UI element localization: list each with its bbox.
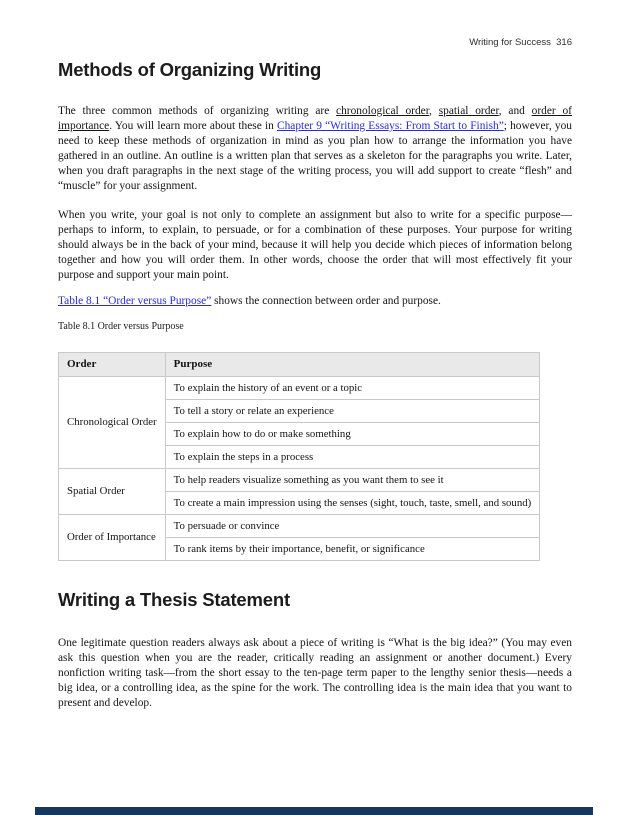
table-row	[59, 377, 540, 400]
order-cell-importance: Order of Importance	[59, 515, 166, 561]
paragraph-text: . You will learn more about these in	[109, 120, 277, 132]
purpose-cell: To explain the history of an event or a topic	[165, 377, 540, 400]
paragraph-text: shows the connection between order and purpose.	[211, 295, 441, 307]
purpose-cell: To create a main impression using the senses (sight, touch, taste, smell, and sound)	[165, 492, 540, 515]
term-spatial-order: spatial order	[438, 105, 499, 117]
table-row	[59, 469, 540, 492]
table-8-1-link[interactable]: Table 8.1 “Order versus Purpose”	[58, 295, 212, 307]
paragraph-text: ; however, you need to keep these methods of organization in mind as you plan how to arrange the information you have gathered in an outline. An outline is a written plan that serves as a skeleton for the paragraphs you write. Later, when you draft paragraphs in the next stage of the writing process, you will add support to create “flesh” and “muscle” for your assignment.	[58, 120, 572, 192]
term-order-of-importance: order of importance	[58, 105, 572, 132]
purpose-cell: To rank items by their importance, benefit, or significance	[165, 538, 540, 561]
chapter-9-link[interactable]: Chapter 9 “Writing Essays: From Start to Finish”	[277, 120, 504, 132]
paragraph-text: ,	[429, 105, 439, 117]
purpose-cell: To explain the steps in a process	[165, 446, 540, 469]
paragraph-organizing-methods	[58, 104, 572, 194]
column-header-order: Order	[59, 353, 166, 377]
order-versus-purpose-table	[58, 352, 540, 561]
table-caption: Table 8.1 Order versus Purpose	[58, 321, 184, 332]
purpose-cell: To help readers visualize something as you want them to see it	[165, 469, 540, 492]
next-page-top-banner	[35, 807, 593, 815]
purpose-cell: To tell a story or relate an experience	[165, 400, 540, 423]
paragraph-text: , and	[498, 105, 532, 117]
column-header-purpose: Purpose	[165, 353, 540, 377]
order-cell-chronological: Chronological Order	[59, 377, 166, 469]
term-chronological-order: chronological order	[336, 105, 430, 117]
paragraph-thesis-big-idea: One legitimate question readers always ask about a piece of writing is “What is the big idea?” (You may even ask this question when you are the reader, critically reading an assignment or another document.) Every nonfiction writing task—from the short essay to the ten-page term paper to the lengthy senior thesis—needs a big idea, or a controlling idea, as the spine for the work. The controlling idea is the main idea that you want to present and develop.	[58, 637, 572, 709]
order-cell-spatial: Spatial Order	[59, 469, 166, 515]
table-header-row	[59, 353, 540, 377]
paragraph-table-reference	[58, 294, 572, 309]
purpose-cell: To explain how to do or make something	[165, 423, 540, 446]
paragraph-text: The three common methods of organizing writing are	[58, 105, 337, 117]
purpose-cell: To persuade or convince	[165, 515, 540, 538]
section-title-methods-of-organizing-writing: Methods of Organizing Writing	[58, 59, 322, 80]
table-row	[59, 515, 540, 538]
running-header-page-number: Writing for Success 316	[469, 37, 572, 48]
paragraph-writing-purpose: When you write, your goal is not only to complete an assignment but also to write for a specific purpose—perhaps to inform, to explain, to persuade, or for a combination of these purposes. Your purpose for writing should always be in the back of your mind, because it will help you decide which pieces of information belong together and how you will order them. In other words, choose the order that will most effectively fit your purpose and support your main point.	[58, 209, 572, 281]
section-title-writing-a-thesis-statement: Writing a Thesis Statement	[58, 589, 290, 610]
